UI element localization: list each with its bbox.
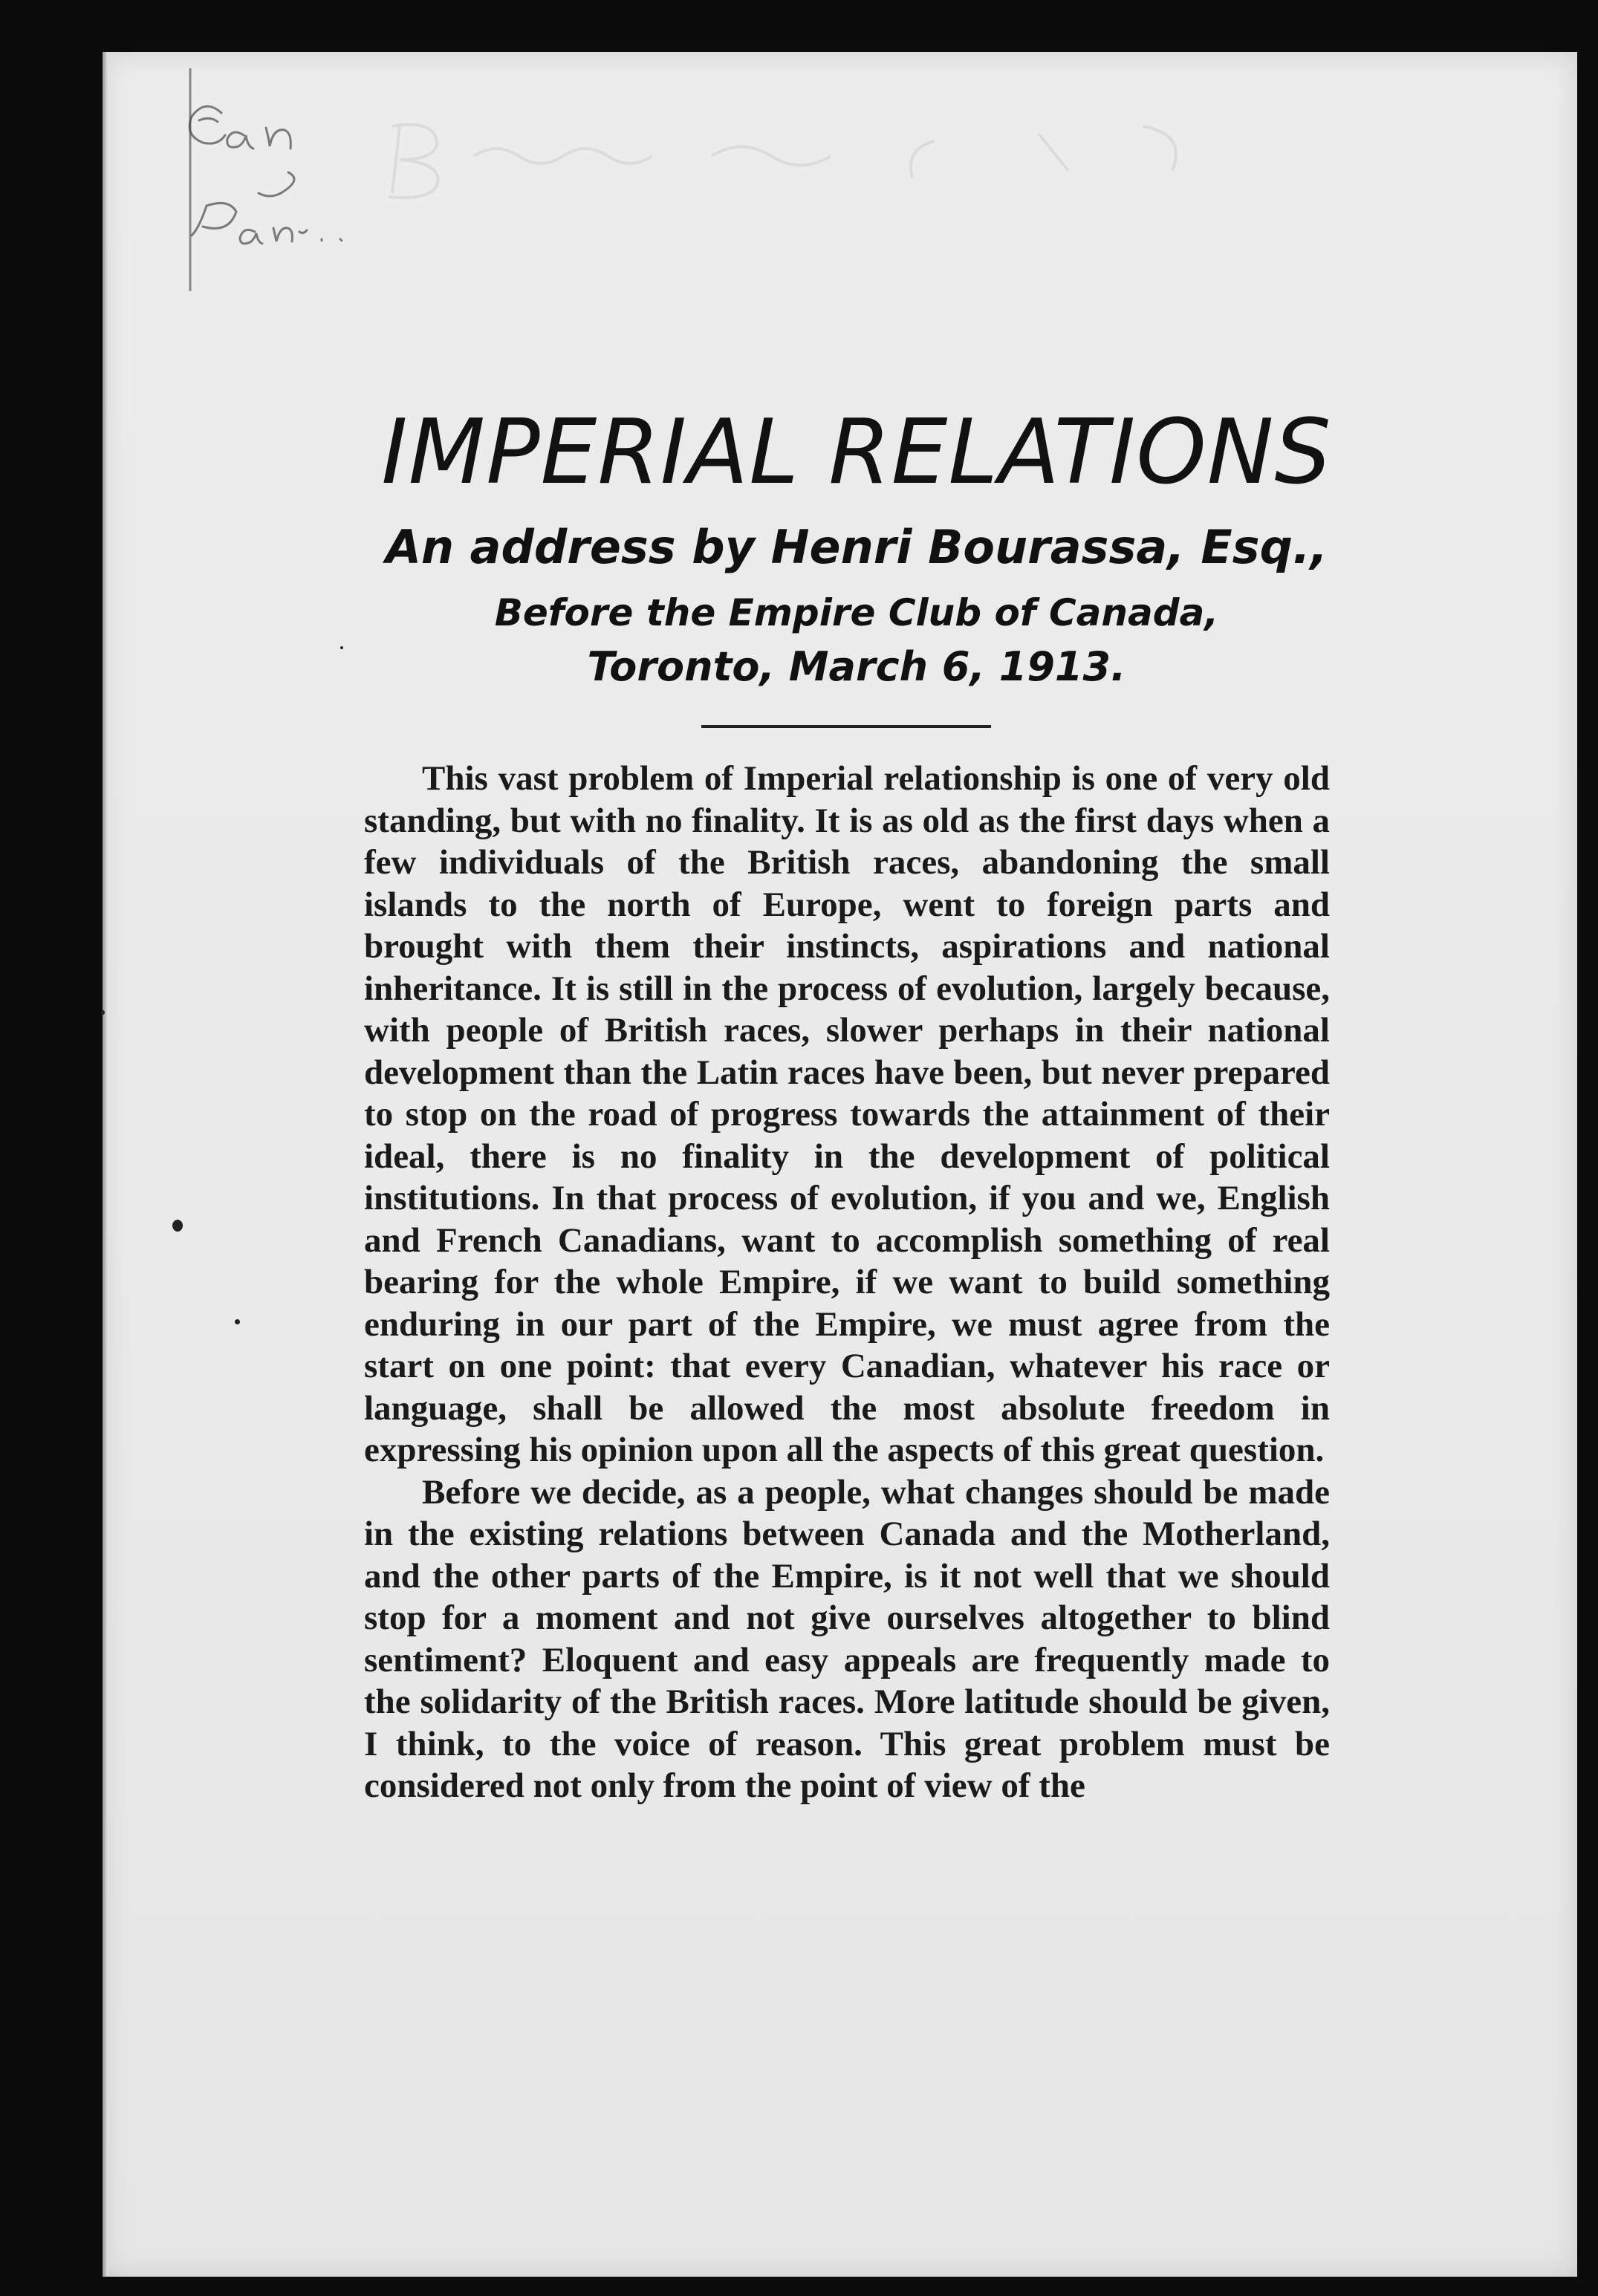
page-edge (103, 52, 108, 2277)
body-paragraph: Before we decide, as a people, what changes should be made in the existing relations between Canada and the Motherland, and the other parts of the Empire, is it not well that we should stop for a moment and not give ourselves altogether to blind sentiment? Eloquent and easy appeals are frequently made to the solidarity of the British races. More latitude should be given, I think, to the voice of reason. This great problem must be considered not only from the point of view of the (364, 1472, 1330, 1805)
speck-mark (172, 1220, 183, 1232)
body-paragraph: This vast problem of Imperial relationship is one of very old standing, but with no finality. It is as old as the first days when a few individuals of the British races, abandoning the small islands to the north of Europe, went to foreign parts and brought with them their instincts, aspirations and national inheritance. It is still in the process of evolution, largely because, with people of British races, slower perhaps in their national development than the Latin races have been, but never prepared to stop on the road of progress towards the attainment of their ideal, there is no finality in the development of political institutions. In that process of evolution, if you and we, English and French Canadians, want to accomplish something of real bearing for the whole Empire, if we want to build something enduring in our part of the Empire, we must agree from the start on one point: that every Canadian, whatever his race or language, shall be allowed the most absolute freedom in expressing his opinion upon all the aspects of this great question. (364, 759, 1330, 1469)
subtitle-date: Toronto, March 6, 1913. (587, 643, 1126, 690)
speck-mark (235, 1319, 240, 1324)
subtitle-venue: Before the Empire Club of Canada, (494, 591, 1219, 634)
document-body (364, 758, 1330, 1807)
subtitle-address-by: An address by Henri Bourassa, Esq., (385, 520, 1328, 574)
title-divider-rule (701, 725, 991, 728)
speck-mark (101, 1010, 105, 1015)
faint-stamp-mark (370, 111, 1306, 201)
document-title: IMPERIAL RELATIONS (381, 401, 1332, 504)
